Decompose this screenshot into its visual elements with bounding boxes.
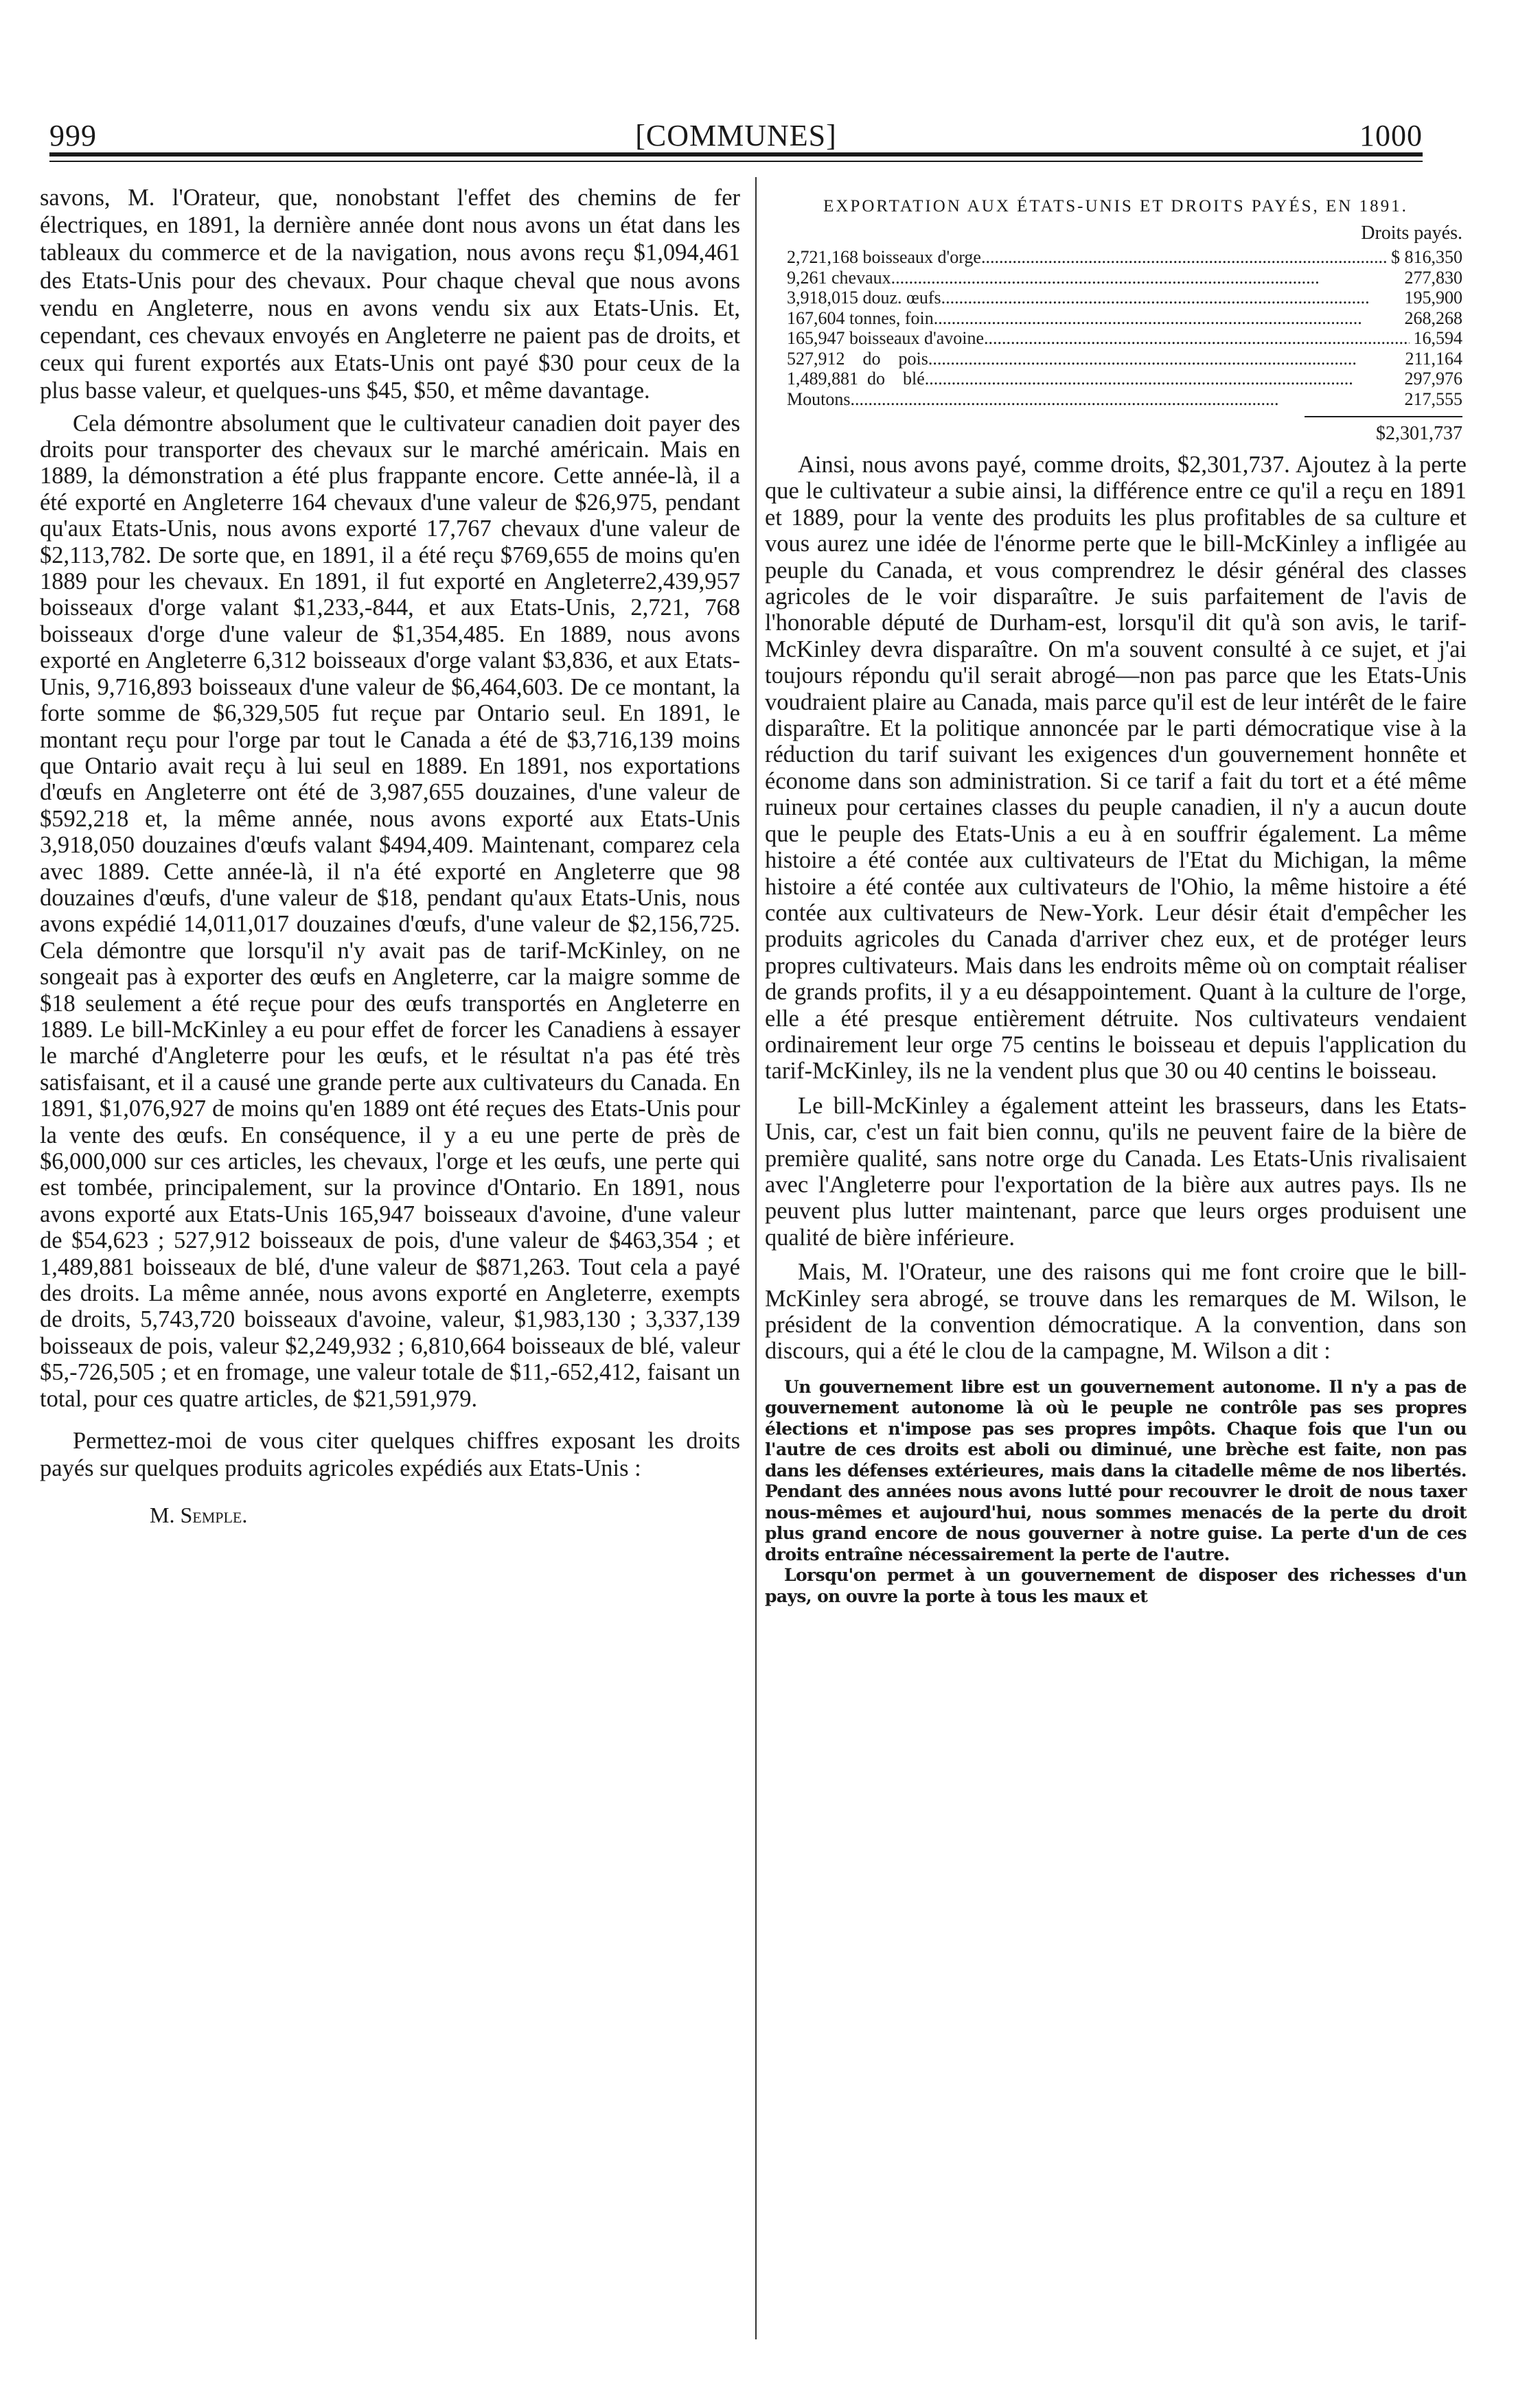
left-paragraph-1: savons, M. l'Orateur, que, nonobstant l'effet des chemins de fer électriques, en 1891, la dernière année dont nous avons un état dans les tableaux du commerce et de la navigation, nous avons reçu $1,094,461 des Etats-Unis pour des chevaux. Pour chaque cheval que nous avons vendu en Angleterre, nous en avons vendu six aux Etats-Unis. Et, cependant, ces chevaux envoyés en Angleterre ne paient pas de droits, et ceux qui furent exportés aux Etats-Unis ont payé $30 pour ceux de la plus basse valeur, et quelques-uns $45, $50, et même davantage. [40, 185, 740, 404]
right-column [765, 184, 1467, 1607]
table-total: $2,301,737 [1376, 423, 1462, 444]
table-row-value: 277,830 [1404, 267, 1462, 288]
table-row-item: 165,947 boisseaux d'avoine ..... [787, 328, 1410, 349]
export-table-title: EXPORTATION AUX ÉTATS-UNIS ET DROITS PAYÉS, EN 1891. [823, 197, 1408, 216]
right-paragraph-3: Mais, M. l'Orateur, une des raisons qui me font croire que le bill-McKinley sera abrogé, se trouve dans les remarques de M. Wilson, le président de la convention démocratique. A la convention, dans son discours, qui a été le clou de la campagne, M. Wilson a dit : [765, 1259, 1467, 1365]
table-row [765, 288, 1467, 308]
header-rule-thick [49, 152, 1423, 157]
table-row-item: 527,912 do pois ..... [787, 349, 1401, 369]
export-table [765, 247, 1467, 445]
table-row-item: 3,918,015 douz. œufs ..... [787, 288, 1401, 308]
table-row-item: 167,604 tonnes, foin ..... [787, 308, 1401, 329]
right-paragraph-2: Le bill-McKinley a également atteint les brasseurs, dans les Etats-Unis, car, c'est un fait bien connu, qu'ils ne peuvent faire de la bière de première qualité, sans notre orge du Canada. Les Etats-Unis rivalisaient avec l'Angleterre pour l'exportation de la bière aux autres pays. Ils ne peuvent plus lutter maintenant, parce que leurs orges produisent une qualité de bière inférieure. [765, 1092, 1467, 1251]
export-table-header: Droits payés. [1361, 222, 1462, 244]
table-row-value: 268,268 [1404, 308, 1462, 328]
table-row-item: 1,489,881 do blé ..... [787, 369, 1401, 389]
wilson-quote [765, 1377, 1467, 1608]
table-row [765, 247, 1467, 268]
right-paragraph-1: Ainsi, nous avons payé, comme droits, $2,301,737. Ajoutez à la perte que le cultivateur a subie ainsi, la différence entre ce qu'il a reçu en 1891 et 1889, pour la vente des produits les plus profitables de sa culture et vous aurez une idée de l'énorme perte que le bill-McKinley a infligée au peuple du Canada, et vous comprendrez le désir général des classes agricoles de le voir disparaître. Je suis parfaitement de l'avis de l'honorable député de Durham-est, lorsqu'il dit qu'à son avis, le tarif-McKinley devra disparaître. On m'a souvent consulté à ce sujet, et j'ai toujours répondu qu'il serait abrogé—non pas parce que les Etats-Unis voudraient plaire au Canada, mais parce qu'il est de leur intérêt de le faire disparaître. Et la politique annoncée par le parti démocratique vise à la réduction du tarif suivant les exigences d'un gouvernement honnête et économe dans son administration. Si ce tarif a fait du tort et a été même ruineux pour certaines classes du peuple canadien, il n'y a aucun doute que le peuple des Etats-Unis a eu à en souffrir également. La même histoire a été contée aux cultivateurs de l'Etat du Michigan, la même histoire a été contée aux cultivateurs de l'Ohio, la même histoire a été contée aux cultivateurs de New-York. Leur désir était d'empêcher les produits agricoles du Canada d'arriver chez eux, et de protéger leurs propres cultivateurs. Mais dans les endroits même où on comptait réaliser de grands profits, il y a eu désappointement. Quant à la culture de l'orge, elle a été presque entièrement détruite. Nos cultivateurs vendaient ordinairement leur orge 75 centins le boisseau et depuis l'application du tarif-McKinley, ils ne la vendent plus que 30 ou 40 centins le boisseau. [765, 452, 1467, 1085]
left-paragraph-2: Cela démontre absolument que le cultivateur canadien doit payer des droits pour transporter des chevaux sur le marché américain. Mais en 1889, la démonstration a été plus frappante encore. Cette année-là, il a été exporté en Angleterre 164 chevaux d'une valeur de $26,975, pendant qu'aux Etats-Unis, nous avons exporté 17,767 chevaux d'une valeur de $2,113,782. De sorte que, en 1891, il a été reçu $769,655 de moins qu'en 1889 pour les chevaux. En 1891, il fut exporté en Angleterre2,439,957 boisseaux d'orge valant $1,233,-844, et aux Etats-Unis, 2,721, 768 boisseaux d'orge d'une valeur de $1,354,485. En 1889, nous avons exporté en Angleterre 6,312 boisseaux d'orge valant $3,836, et aux Etats-Unis, 9,716,893 boisseaux d'une valeur de $6,464,603. De ce montant, la forte somme de $6,329,505 fut reçue par Ontario seul. En 1891, le montant reçu pour l'orge par tout le Canada a été de $3,716,139 moins que Ontario avait reçu à lui seul en 1889. En 1891, nos exportations d'œufs en Angleterre ont été de 3,987,655 douzaines, d'une valeur de $592,218 et, la même année, nous avons exporté aux Etats-Unis 3,918,050 douzaines d'œufs valant $494,409. Maintenant, comparez cela avec 1889. Cette année-là, il n'a été exporté en Angleterre que 98 douzaines d'œufs, d'une valeur de $18, pendant qu'aux Etats-Unis, nous avons expédié 14,011,017 douzaines d'œufs, d'une valeur de $2,156,725. Cela démontre que lorsqu'il n'y avait pas de tarif-McKinley, on ne songeait pas à exporter des œufs en Angleterre, car la maigre somme de $18 seulement a été reçue pour des œufs transportés en Angleterre en 1889. Le bill-McKinley a eu pour effet de forcer les Canadiens à essayer le marché d'Angleterre pour les œufs, et le résultat n'a pas été très satisfaisant, et il a causé une grande perte aux cultivateurs du Canada. En 1891, $1,076,927 de moins qu'en 1889 ont été reçues des Etats-Unis pour la vente des œufs. En conséquence, il y a eu une perte de près de $6,000,000 sur ces articles, les chevaux, l'orge et les œufs, une perte qui est tombée, principalement, sur la province d'Ontario. En 1891, nous avons exporté aux Etats-Unis 165,947 boisseaux d'avoine, d'une valeur de $54,623 ; 527,912 boisseaux de pois, d'une valeur de $463,354 ; et 1,489,881 boisseaux de blé, d'une valeur de $871,263. Tout cela a payé des droits. La même année, nous avons exporté en Angleterre, exempts de droits, 5,743,720 boisseaux d'avoine, valeur, $1,983,130 ; 3,337,139 boisseaux de pois, valeur $2,249,932 ; 6,810,664 boisseaux de blé, valeur $5,-726,505 ; et en fromage, une valeur totale de $11,-652,412, faisant un total, pour ces quatre articles, de $21,591,979. [40, 410, 740, 1412]
table-row-value: $ 816,350 [1391, 247, 1462, 267]
table-row-value: 211,164 [1405, 348, 1462, 369]
page-number-right: 1000 [1359, 119, 1423, 152]
left-column [40, 184, 740, 1535]
header-rule-thin [49, 161, 1423, 162]
table-row-value: 217,555 [1404, 389, 1462, 409]
table-row [765, 349, 1467, 369]
table-row [765, 308, 1467, 329]
left-paragraph-3: Permettez-moi de vous citer quelques chiffres exposant les droits payés sur quelques produits agricoles expédiés aux Etats-Unis : [40, 1428, 740, 1482]
table-total-rule [1305, 416, 1462, 417]
table-row-item: 2,721,168 boisseaux d'orge ..... [787, 247, 1387, 268]
table-row-value: 16,594 [1413, 328, 1462, 348]
page-title: [COMMUNES] [635, 119, 837, 152]
quote-paragraph-2: Lorsqu'on permet à un gouvernement de disposer des richesses d'un pays, on ouvre la porte à tous les maux et [765, 1565, 1467, 1606]
table-row-item: Moutons ..... [787, 389, 1401, 410]
table-row [765, 389, 1467, 410]
speaker-citation: M. Semple. [150, 1503, 248, 1528]
column-divider [755, 177, 757, 2339]
page-number-left: 999 [49, 119, 97, 152]
table-row [765, 268, 1467, 288]
table-row-value: 195,900 [1404, 288, 1462, 308]
table-row-item: 9,261 chevaux ..... [787, 268, 1401, 288]
table-row-value: 297,976 [1404, 369, 1462, 389]
quote-paragraph-1: Un gouvernement libre est un gouvernement autonome. Il n'y a pas de gouvernement autonome là où le peuple ne contrôle pas ses propres élections et n'impose pas ses propres impôts. Chaque fois que l'un ou l'autre de ces droits est aboli ou diminué, une brèche est faite, non pas dans les défenses extérieures, mais dans la citadelle même de nos libertés. Pendant des années nous avons lutté pour recouvrer le droit de nous taxer nous-mêmes et aujourd'hui, nous sommes menacés de la perte du droit plus grand encore de nous gouverner à notre guise. La perte d'un de ces droits entraîne nécessairement la perte de l'autre. [765, 1376, 1467, 1564]
table-row [765, 369, 1467, 389]
table-row [765, 328, 1467, 349]
